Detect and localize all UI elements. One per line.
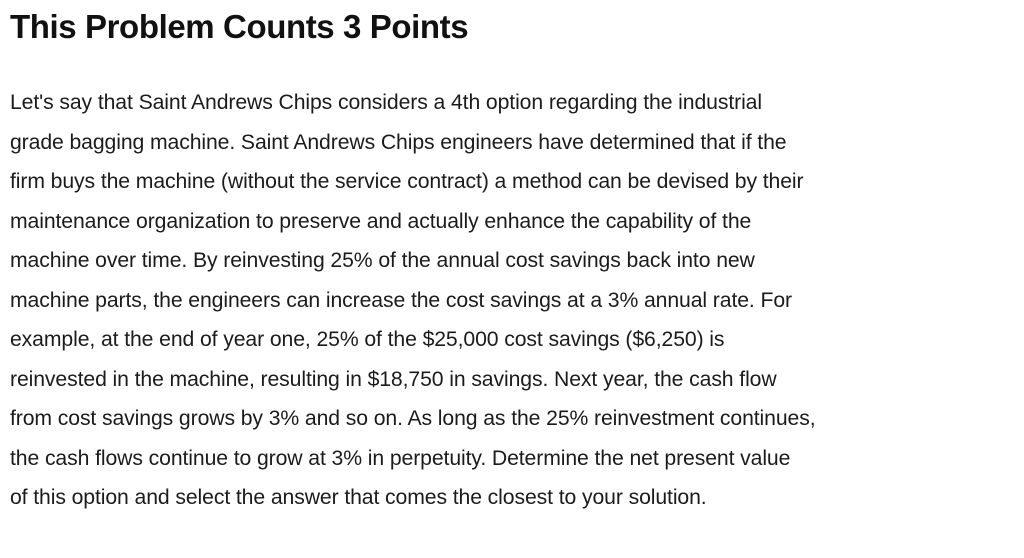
problem-statement	[10, 83, 1015, 518]
problem-container	[10, 0, 1015, 518]
problem-line: machine over time. By reinvesting 25% of the annual cost savings back into new	[10, 249, 755, 272]
problem-line: reinvested in the machine, resulting in $18,750 in savings. Next year, the cash flow	[10, 367, 777, 391]
problem-line: of this option and select the answer that comes the closest to your solution.	[10, 486, 707, 509]
problem-line: maintenance organization to preserve and actually enhance the capability of the	[10, 209, 752, 233]
problem-line: machine parts, the engineers can increase the cost savings at a 3% annual rate. For	[10, 288, 792, 312]
problem-line: firm buys the machine (without the service contract) a method can be devised by their	[10, 170, 804, 193]
problem-line: from cost savings grows by 3% and so on. As long as the 25% reinvestment continues,	[10, 407, 816, 430]
problem-line: the cash flows continue to grow at 3% in perpetuity. Determine the net present value	[10, 446, 791, 470]
problem-title: This Problem Counts 3 Points	[10, 8, 469, 45]
problem-line: example, at the end of year one, 25% of the $25,000 cost savings ($6,250) is	[10, 328, 725, 351]
problem-line: grade bagging machine. Saint Andrews Chips engineers have determined that if the	[10, 130, 787, 154]
problem-line: Let's say that Saint Andrews Chips considers a 4th option regarding the industrial	[10, 91, 762, 114]
